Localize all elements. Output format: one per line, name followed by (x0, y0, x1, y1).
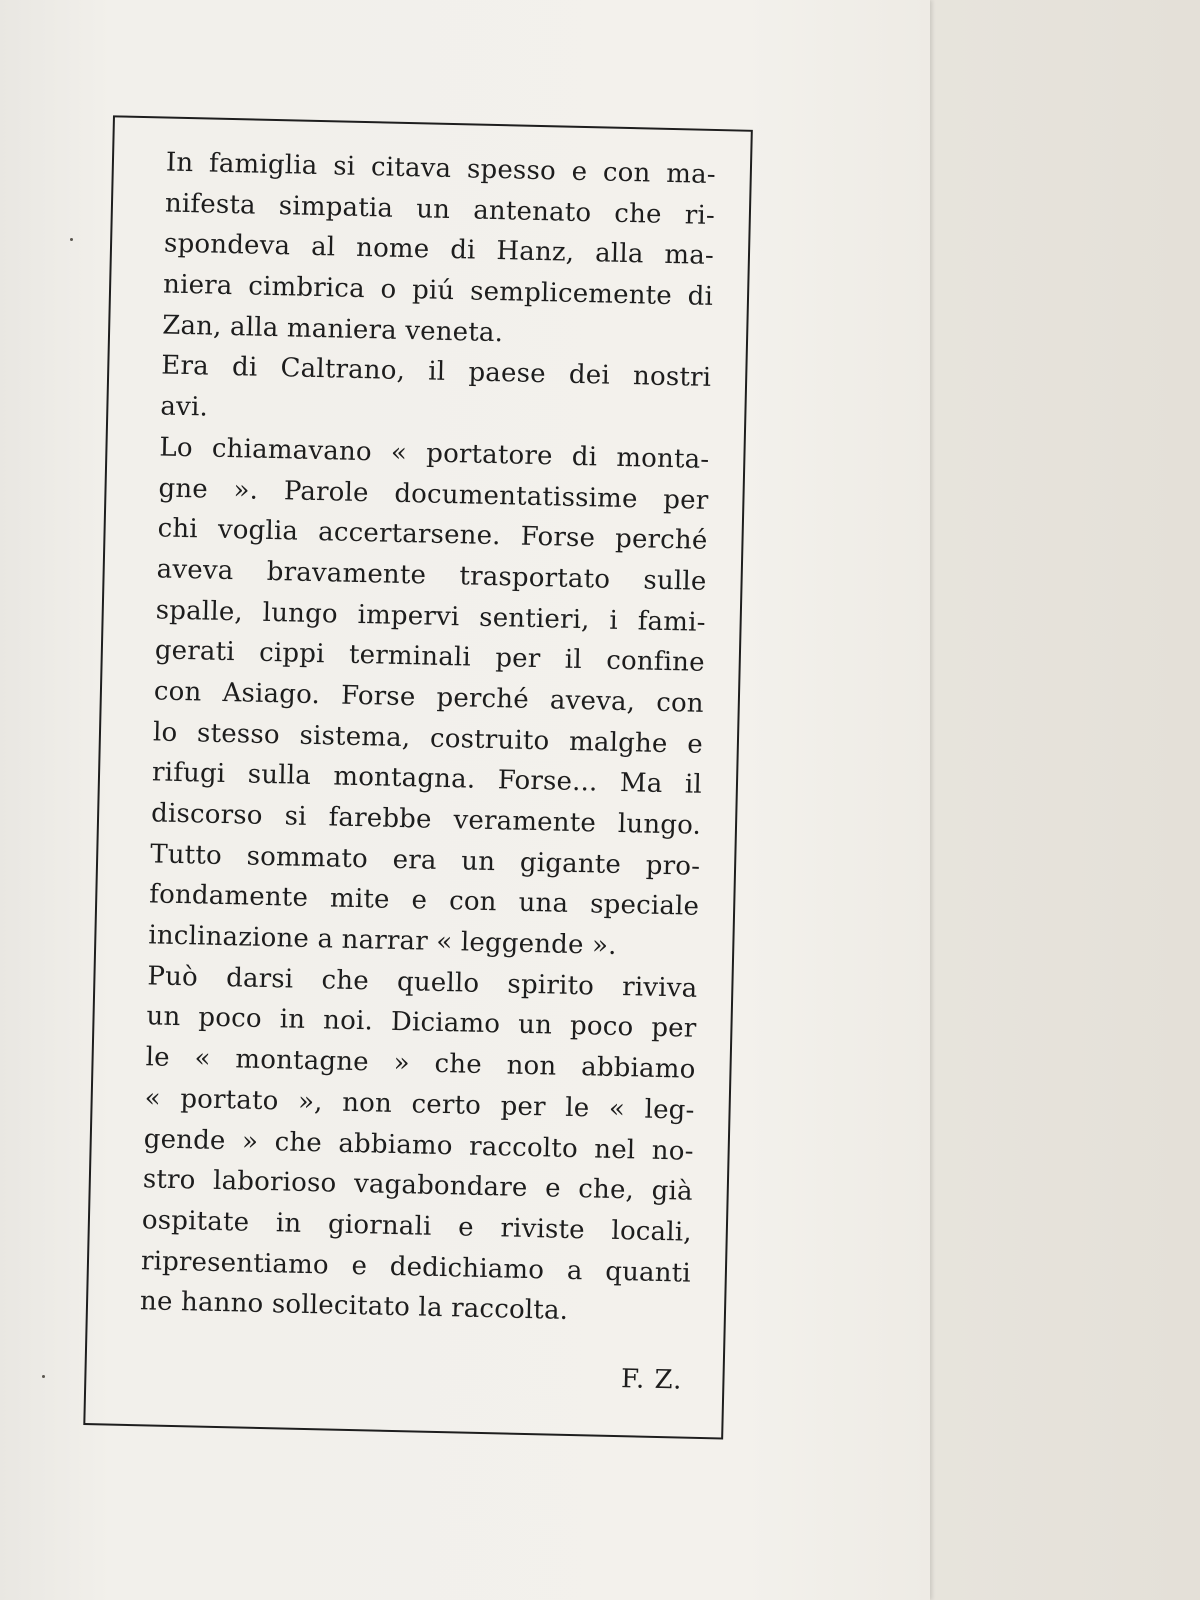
text-line: gerati cippi terminali per il confine (154, 635, 706, 679)
text-line: In famiglia si citava spesso e con ma- (165, 147, 717, 191)
text-line: aveva bravamente trasportato sulle (156, 554, 707, 597)
text-line: stro laborioso vagabondare e che, già (142, 1164, 694, 1207)
text-line: Era di Caltrano, il paese dei nostri (160, 350, 712, 394)
text-line: spalle, lungo impervi sentieri, i fami- (155, 594, 706, 638)
text-line: rifugi sulla montagna. Forse... Ma il (151, 757, 703, 801)
text-line: ripresentiamo e dedichiamo a quanti (140, 1245, 692, 1289)
text-line: spondeva al nome di Hanz, alla ma- (163, 228, 715, 272)
signature-initials: F. Z. (620, 1364, 683, 1396)
text-line: chi voglia accertarsene. Forse perché (157, 513, 708, 557)
text-line: un poco in noi. Diciamo un poco per (146, 1001, 697, 1045)
text-line: le « montagne » che non abbiamo (145, 1042, 696, 1085)
text-line: con Asiago. Forse perché aveva, con (153, 676, 705, 719)
text-line: Può darsi che quello spirito riviva (147, 961, 698, 1004)
text-line: ne hanno sollecitato la raccolta. (139, 1286, 569, 1327)
text-line: Zan, alla maniera veneta. (161, 310, 504, 348)
text-line: Lo chiamavano « portatore di monta- (159, 432, 710, 475)
text-line: discorso si farebbe veramente lungo. (150, 798, 702, 841)
body-text (140, 143, 717, 1335)
text-frame (83, 115, 753, 1439)
text-line: ospitate in giornali e riviste locali, (141, 1205, 693, 1248)
text-line: niera cimbrica o piú semplicemente di (162, 269, 714, 313)
text-line: inclinazione a narrar « leggende ». (148, 920, 618, 962)
text-line: avi. (160, 391, 209, 423)
text-line: Tutto sommato era un gigante pro- (149, 839, 701, 882)
text-line: « portato », non certo per le « leg- (144, 1083, 695, 1126)
text-line: lo stesso sistema, costruito malghe e (152, 717, 704, 760)
text-line: gne ». Parole documentatissime per (158, 472, 709, 516)
text-line: fondamente mite e con una speciale (148, 879, 700, 923)
text-line: gende » che abbiamo raccolto nel no- (143, 1123, 694, 1167)
text-line: nifesta simpatia un antenato che ri- (164, 188, 716, 231)
